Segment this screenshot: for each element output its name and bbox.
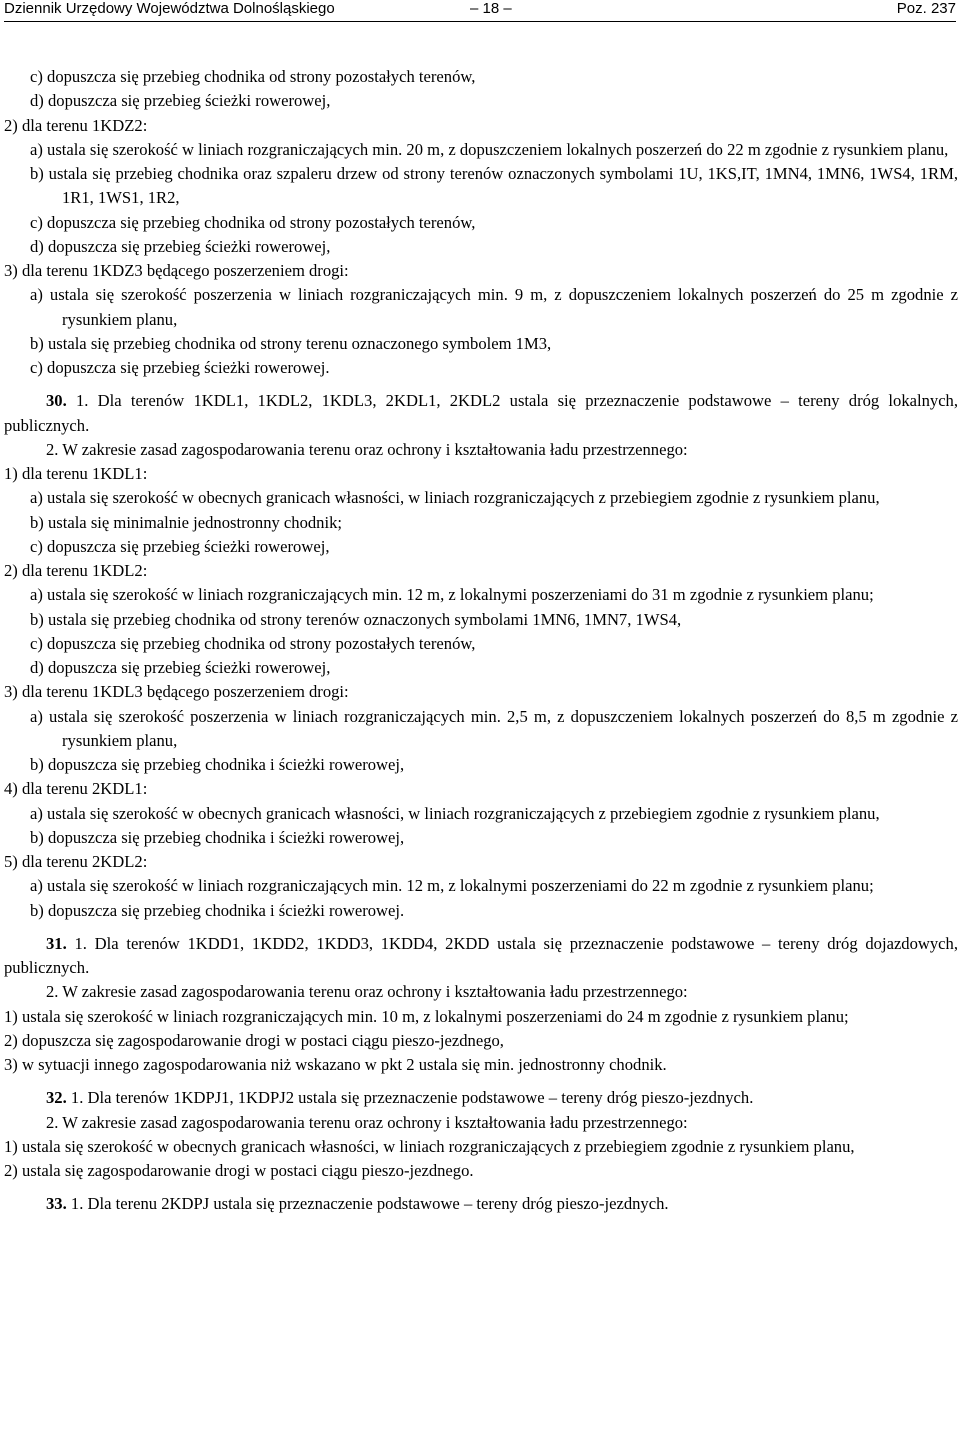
page-header [4,0,956,22]
list-item: a) ustala się szerokość w obecnych granicach własności, w liniach rozgraniczających z przebiegiem zgodnie z rysunkiem planu, [30,803,880,823]
list-item: a) ustala się szerokość poszerzenia w liniach rozgraniczających min. 9 m, z dopuszczeniem lokalnych poszerzeń do 25 m zgodnie z rysunkiem planu, [30,285,958,329]
paragraph: 2. W zakresie zasad zagospodarowania terenu oraz ochrony i kształtowania ładu przestrzennego: [46,982,688,1002]
document-body [4,65,958,1217]
journal-title: Dziennik Urzędowy Województwa Dolnośląskiego [4,0,335,17]
list-item: a) ustala się szerokość w liniach rozgraniczających min. 20 m, z dopuszczeniem lokalnych poszerzeń do 22 m zgodnie z rysunkiem planu, [30,139,949,159]
paragraph: 2. W zakresie zasad zagospodarowania terenu oraz ochrony i kształtowania ładu przestrzennego: [46,1112,688,1132]
list-item: b) dopuszcza się przebieg chodnika i ścieżki rowerowej. [30,900,405,920]
list-item: b) ustala się przebieg chodnika od strony terenów oznaczonych symbolami 1MN6, 1MN7, 1WS4, [30,609,682,629]
list-item: c) dopuszcza się przebieg ścieżki rowerowej, [30,536,330,556]
section-30 [4,389,958,438]
list-item: c) dopuszcza się przebieg chodnika od strony pozostałych terenów, [30,67,476,86]
paragraph-text: 1. Dla terenu 2KDPJ ustala się przeznaczenie podstawowe – tereny dróg pieszo-jezdnych. [70,1194,669,1214]
list-item: 3) dla terenu 1KDL3 będącego poszerzeniem drogi: [4,682,349,702]
paragraph-text: 1. Dla terenów 1KDL1, 1KDL2, 1KDL3, 2KDL1, 2KDL2 ustala się przeznaczenie podstawowe – tereny dróg lokalnych, publicznych. [4,391,959,435]
list-item: 2) dopuszcza się zagospodarowanie drogi w postaci ciągu pieszo-jezdnego, [4,1030,504,1050]
paragraph: 2. W zakresie zasad zagospodarowania terenu oraz ochrony i kształtowania ładu przestrzennego: [46,439,688,459]
list-item: b) dopuszcza się przebieg chodnika i ścieżki rowerowej, [30,827,405,847]
list-item: 4) dla terenu 2KDL1: [4,779,148,799]
list-item: 1) ustala się szerokość w obecnych granicach własności, w liniach rozgraniczających z przebiegiem zgodnie z rysunkiem planu, [4,1136,855,1156]
list-item: 1) ustala się szerokość w liniach rozgraniczających min. 10 m, z lokalnymi poszerzeniami do 24 m zgodnie z rysunkiem planu; [4,1006,849,1026]
section-number: 31. [46,933,67,953]
header-rule [4,21,956,22]
list-item: 2) ustala się zagospodarowanie drogi w postaci ciągu pieszo-jezdnego. [4,1161,474,1180]
section-31 [4,932,958,981]
list-item: a) ustala się szerokość w liniach rozgraniczających min. 12 m, z lokalnymi poszerzeniami do 22 m zgodnie z rysunkiem planu; [30,876,874,896]
list-item: 5) dla terenu 2KDL2: [4,852,148,871]
position-number: Poz. 237 [896,0,956,17]
list-item: d) dopuszcza się przebieg ścieżki rowerowej, [30,91,331,111]
list-item: a) ustala się szerokość w obecnych granicach własności, w liniach rozgraniczających z przebiegiem zgodnie z rysunkiem planu, [30,488,880,508]
list-item: c) dopuszcza się przebieg chodnika od strony pozostałych terenów, [30,212,476,232]
list-item: c) dopuszcza się przebieg ścieżki rowerowej. [30,358,330,377]
list-item: b) ustala się przebieg chodnika oraz szpaleru drzew od strony terenów oznaczonych symbolami 1U, 1KS,IT, 1MN4, 1MN6, 1WS4, 1RM, 1R1, 1WS1, 1R2, [30,164,958,208]
paragraph-text: 1. Dla terenów 1KDPJ1, 1KDPJ2 ustala się przeznaczenie podstawowe – tereny dróg pieszo-jezdnych. [70,1088,754,1108]
list-item: 2) dla terenu 1KDZ2: [4,115,148,135]
list-item: 3) w sytuacji innego zagospodarowania niż wskazano w pkt 2 ustala się min. jednostronny chodnik. [4,1055,667,1074]
list-item: b) ustala się przebieg chodnika od strony terenu oznaczonego symbolem 1M3, [30,333,552,353]
paragraph-text: 1. Dla terenów 1KDD1, 1KDD2, 1KDD3, 1KDD4, 2KDD ustala się przeznaczenie podstawowe – tereny dróg dojazdowych, publicznych. [4,933,958,977]
list-item: 2) dla terenu 1KDL2: [4,561,148,580]
list-item: 3) dla terenu 1KDZ3 będącego poszerzeniem drogi: [4,261,349,280]
section-32 [4,1086,958,1110]
list-item: a) ustala się szerokość w liniach rozgraniczających min. 12 m, z lokalnymi poszerzeniami do 31 m zgodnie z rysunkiem planu; [30,585,874,605]
list-item: d) dopuszcza się przebieg ścieżki rowerowej, [30,658,331,677]
page-number: – 18 – [470,0,512,17]
list-item: d) dopuszcza się przebieg ścieżki rowerowej, [30,236,331,256]
section-number: 33. [46,1194,67,1214]
list-item: b) dopuszcza się przebieg chodnika i ścieżki rowerowej, [30,755,405,774]
section-33 [4,1192,958,1216]
section-number: 30. [46,391,67,411]
list-item: c) dopuszcza się przebieg chodnika od strony pozostałych terenów, [30,633,476,653]
list-item: 1) dla terenu 1KDL1: [4,464,148,483]
list-item: a) ustala się szerokość poszerzenia w liniach rozgraniczających min. 2,5 m, z dopuszczeniem lokalnych poszerzeń do 8,5 m zgodnie z rysunkiem planu, [30,706,958,750]
section-number: 32. [46,1088,67,1108]
list-item: b) ustala się minimalnie jednostronny chodnik; [30,512,342,532]
